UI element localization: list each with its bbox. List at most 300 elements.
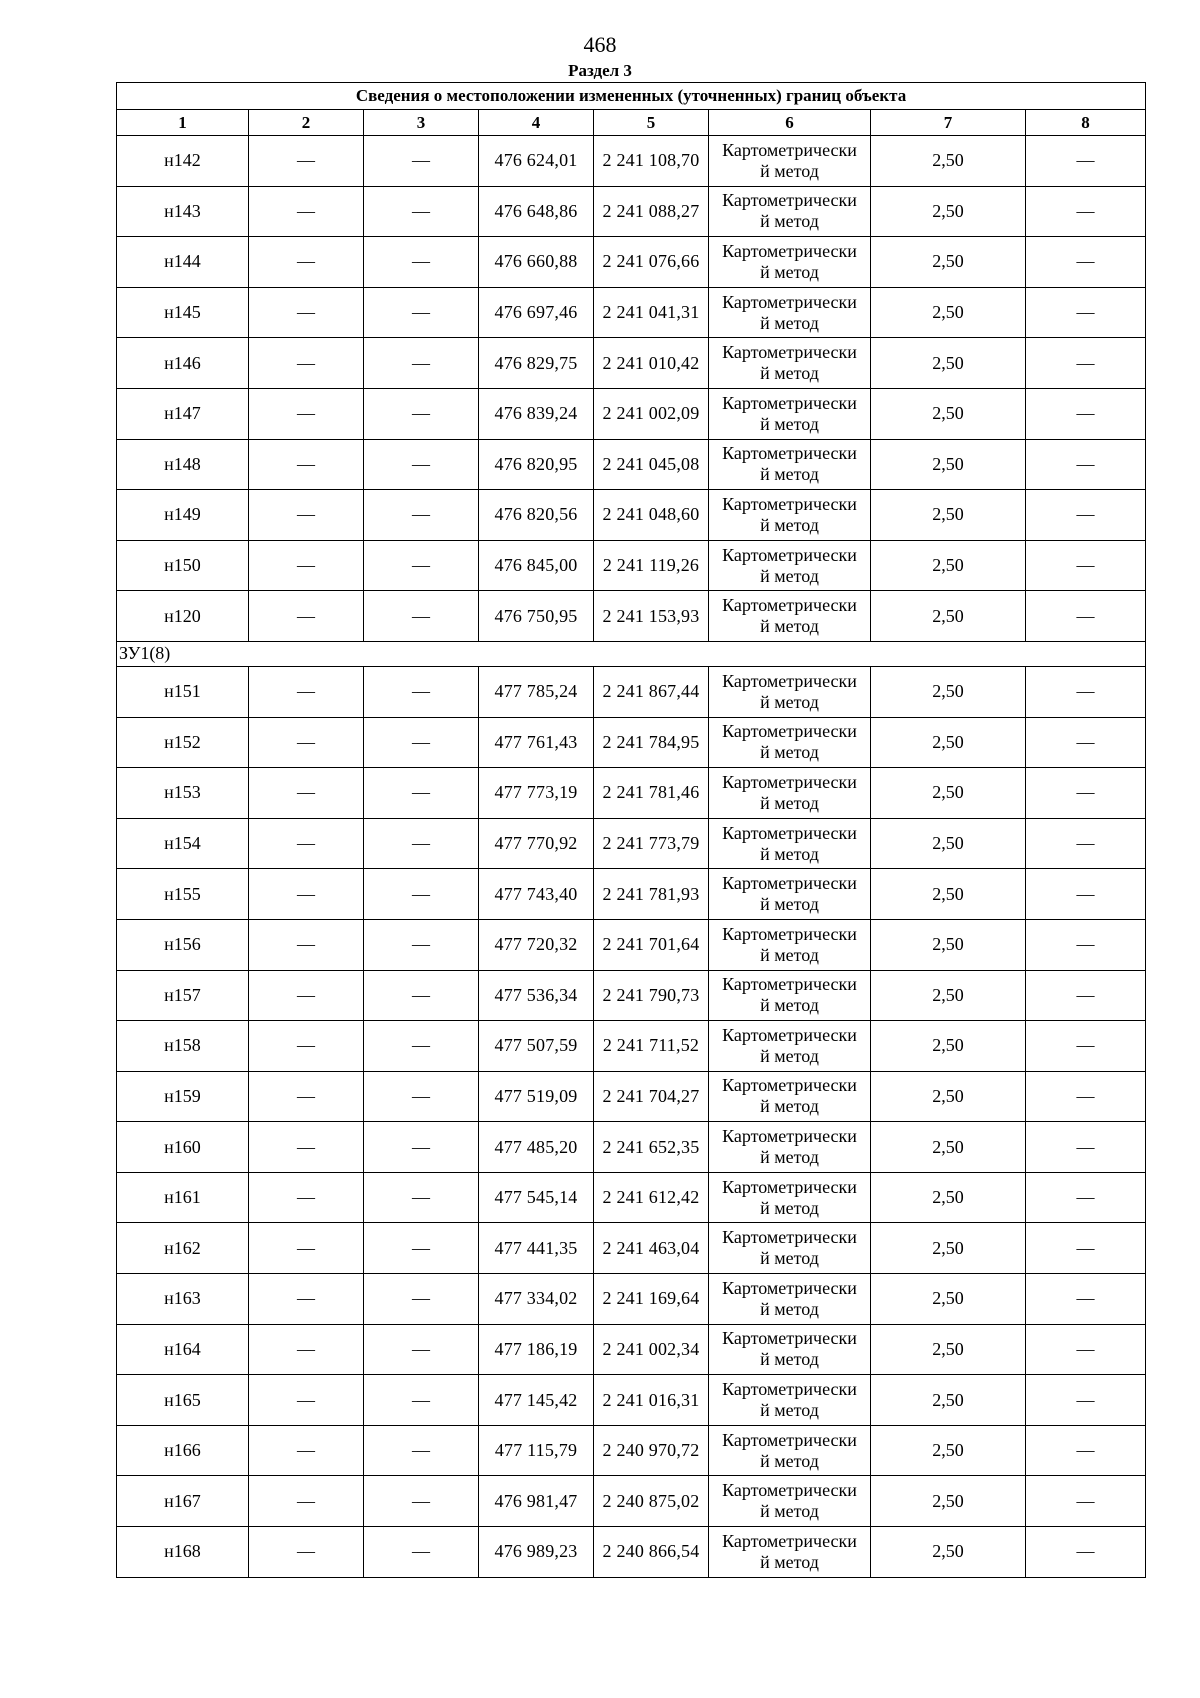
y-coordinate-cell: 2 241 002,34 bbox=[594, 1324, 709, 1375]
method-cell bbox=[709, 1527, 871, 1578]
column-number: 4 bbox=[479, 110, 594, 136]
method-line-1: Картометрически bbox=[722, 771, 857, 792]
column-2-cell: — bbox=[249, 1071, 364, 1122]
column-3-cell: — bbox=[364, 287, 479, 338]
point-number-cell: н148 bbox=[117, 439, 249, 490]
column-3-cell: — bbox=[364, 237, 479, 288]
point-number-cell: н168 bbox=[117, 1527, 249, 1578]
y-coordinate-cell: 2 241 076,66 bbox=[594, 237, 709, 288]
method-line-1: Картометрически bbox=[722, 670, 857, 691]
method-cell bbox=[709, 388, 871, 439]
method-line-2: й метод bbox=[760, 1147, 819, 1168]
method-line-2: й метод bbox=[760, 312, 819, 333]
group-label: ЗУ1(8) bbox=[117, 641, 1146, 666]
column-3-cell: — bbox=[364, 1425, 479, 1476]
x-coordinate-cell: 477 115,79 bbox=[479, 1425, 594, 1476]
column-3-cell: — bbox=[364, 1223, 479, 1274]
method-line-2: й метод bbox=[760, 211, 819, 232]
column-3-cell: — bbox=[364, 1274, 479, 1325]
table-row bbox=[117, 666, 1146, 717]
method-cell bbox=[709, 818, 871, 869]
column-2-cell: — bbox=[249, 439, 364, 490]
table-caption-row bbox=[117, 83, 1146, 110]
method-line-2: й метод bbox=[760, 565, 819, 586]
y-coordinate-cell: 2 241 002,09 bbox=[594, 388, 709, 439]
method-line-1: Картометрически bbox=[722, 595, 857, 616]
column-8-cell: — bbox=[1026, 1375, 1146, 1426]
table-row bbox=[117, 136, 1146, 187]
accuracy-cell: 2,50 bbox=[871, 869, 1026, 920]
method-cell bbox=[709, 1172, 871, 1223]
point-number-cell: н154 bbox=[117, 818, 249, 869]
method-cell bbox=[709, 666, 871, 717]
x-coordinate-cell: 477 536,34 bbox=[479, 970, 594, 1021]
method-line-1: Картометрически bbox=[722, 291, 857, 312]
column-2-cell: — bbox=[249, 1476, 364, 1527]
method-line-2: й метод bbox=[760, 1551, 819, 1572]
accuracy-cell: 2,50 bbox=[871, 490, 1026, 541]
column-8-cell: — bbox=[1026, 869, 1146, 920]
point-number-cell: н147 bbox=[117, 388, 249, 439]
column-2-cell: — bbox=[249, 1527, 364, 1578]
method-line-1: Картометрически bbox=[722, 1126, 857, 1147]
point-number-cell: н156 bbox=[117, 919, 249, 970]
method-line-2: й метод bbox=[760, 894, 819, 915]
x-coordinate-cell: 477 743,40 bbox=[479, 869, 594, 920]
column-8-cell: — bbox=[1026, 1476, 1146, 1527]
method-line-2: й метод bbox=[760, 160, 819, 181]
method-cell bbox=[709, 287, 871, 338]
accuracy-cell: 2,50 bbox=[871, 919, 1026, 970]
method-line-2: й метод bbox=[760, 691, 819, 712]
method-line-2: й метод bbox=[760, 843, 819, 864]
method-line-1: Картометрически bbox=[722, 1328, 857, 1349]
column-2-cell: — bbox=[249, 717, 364, 768]
column-2-cell: — bbox=[249, 338, 364, 389]
column-2-cell: — bbox=[249, 490, 364, 541]
column-2-cell: — bbox=[249, 970, 364, 1021]
column-8-cell: — bbox=[1026, 1274, 1146, 1325]
point-number-cell: н158 bbox=[117, 1021, 249, 1072]
method-line-2: й метод bbox=[760, 742, 819, 763]
column-3-cell: — bbox=[364, 1122, 479, 1173]
x-coordinate-cell: 476 697,46 bbox=[479, 287, 594, 338]
column-number: 5 bbox=[594, 110, 709, 136]
method-line-2: й метод bbox=[760, 944, 819, 965]
column-3-cell: — bbox=[364, 388, 479, 439]
page-number: 468 bbox=[583, 32, 617, 57]
x-coordinate-cell: 477 441,35 bbox=[479, 1223, 594, 1274]
column-8-cell: — bbox=[1026, 338, 1146, 389]
column-2-cell: — bbox=[249, 919, 364, 970]
column-3-cell: — bbox=[364, 540, 479, 591]
column-8-cell: — bbox=[1026, 237, 1146, 288]
x-coordinate-cell: 477 773,19 bbox=[479, 768, 594, 819]
column-2-cell: — bbox=[249, 1425, 364, 1476]
y-coordinate-cell: 2 241 790,73 bbox=[594, 970, 709, 1021]
column-8-cell: — bbox=[1026, 1021, 1146, 1072]
x-coordinate-cell: 477 507,59 bbox=[479, 1021, 594, 1072]
x-coordinate-cell: 476 624,01 bbox=[479, 136, 594, 187]
method-line-2: й метод bbox=[760, 1096, 819, 1117]
column-2-cell: — bbox=[249, 1172, 364, 1223]
table-row bbox=[117, 1274, 1146, 1325]
table-row bbox=[117, 1375, 1146, 1426]
method-line-2: й метод bbox=[760, 1197, 819, 1218]
section-title: Раздел 3 bbox=[568, 61, 632, 80]
table-body bbox=[117, 136, 1146, 1578]
column-2-cell: — bbox=[249, 287, 364, 338]
method-line-1: Картометрически bbox=[722, 443, 857, 464]
y-coordinate-cell: 2 241 169,64 bbox=[594, 1274, 709, 1325]
accuracy-cell: 2,50 bbox=[871, 1476, 1026, 1527]
table-row bbox=[117, 439, 1146, 490]
accuracy-cell: 2,50 bbox=[871, 1324, 1026, 1375]
column-3-cell: — bbox=[364, 338, 479, 389]
method-cell bbox=[709, 1223, 871, 1274]
point-number-cell: н145 bbox=[117, 287, 249, 338]
column-2-cell: — bbox=[249, 666, 364, 717]
column-3-cell: — bbox=[364, 1375, 479, 1426]
method-cell bbox=[709, 1324, 871, 1375]
column-3-cell: — bbox=[364, 1527, 479, 1578]
method-line-1: Картометрически bbox=[722, 544, 857, 565]
accuracy-cell: 2,50 bbox=[871, 1527, 1026, 1578]
method-line-1: Картометрически bbox=[722, 392, 857, 413]
point-number-cell: н150 bbox=[117, 540, 249, 591]
method-line-1: Картометрически bbox=[722, 923, 857, 944]
accuracy-cell: 2,50 bbox=[871, 540, 1026, 591]
method-line-1: Картометрически bbox=[722, 873, 857, 894]
column-8-cell: — bbox=[1026, 1223, 1146, 1274]
column-2-cell: — bbox=[249, 1324, 364, 1375]
y-coordinate-cell: 2 241 041,31 bbox=[594, 287, 709, 338]
column-3-cell: — bbox=[364, 818, 479, 869]
method-line-2: й метод bbox=[760, 413, 819, 434]
x-coordinate-cell: 476 820,95 bbox=[479, 439, 594, 490]
column-3-cell: — bbox=[364, 1021, 479, 1072]
method-line-1: Картометрически bbox=[722, 1429, 857, 1450]
accuracy-cell: 2,50 bbox=[871, 1425, 1026, 1476]
column-8-cell: — bbox=[1026, 717, 1146, 768]
point-number-cell: н153 bbox=[117, 768, 249, 819]
accuracy-cell: 2,50 bbox=[871, 1223, 1026, 1274]
table-row bbox=[117, 186, 1146, 237]
table-caption: Сведения о местоположении измененных (уточненных) границ объекта bbox=[117, 83, 1146, 110]
y-coordinate-cell: 2 240 970,72 bbox=[594, 1425, 709, 1476]
table-row bbox=[117, 919, 1146, 970]
table-row bbox=[117, 1324, 1146, 1375]
column-numbers-row bbox=[117, 110, 1146, 136]
method-line-1: Картометрически bbox=[722, 1227, 857, 1248]
y-coordinate-cell: 2 241 867,44 bbox=[594, 666, 709, 717]
y-coordinate-cell: 2 241 784,95 bbox=[594, 717, 709, 768]
point-number-cell: н146 bbox=[117, 338, 249, 389]
method-line-1: Картометрически bbox=[722, 1176, 857, 1197]
method-cell bbox=[709, 490, 871, 541]
accuracy-cell: 2,50 bbox=[871, 388, 1026, 439]
y-coordinate-cell: 2 241 088,27 bbox=[594, 186, 709, 237]
method-line-2: й метод bbox=[760, 1450, 819, 1471]
method-line-1: Картометрически bbox=[722, 1075, 857, 1096]
method-line-2: й метод bbox=[760, 1501, 819, 1522]
point-number-cell: н155 bbox=[117, 869, 249, 920]
point-number-cell: н162 bbox=[117, 1223, 249, 1274]
x-coordinate-cell: 477 761,43 bbox=[479, 717, 594, 768]
method-line-1: Картометрически bbox=[722, 1480, 857, 1501]
column-8-cell: — bbox=[1026, 818, 1146, 869]
column-2-cell: — bbox=[249, 186, 364, 237]
y-coordinate-cell: 2 241 781,93 bbox=[594, 869, 709, 920]
column-2-cell: — bbox=[249, 1375, 364, 1426]
column-3-cell: — bbox=[364, 717, 479, 768]
x-coordinate-cell: 476 989,23 bbox=[479, 1527, 594, 1578]
y-coordinate-cell: 2 241 048,60 bbox=[594, 490, 709, 541]
x-coordinate-cell: 477 785,24 bbox=[479, 666, 594, 717]
method-line-1: Картометрически bbox=[722, 1277, 857, 1298]
x-coordinate-cell: 477 334,02 bbox=[479, 1274, 594, 1325]
method-cell bbox=[709, 919, 871, 970]
y-coordinate-cell: 2 241 652,35 bbox=[594, 1122, 709, 1173]
method-line-2: й метод bbox=[760, 1349, 819, 1370]
table-row bbox=[117, 1021, 1146, 1072]
column-3-cell: — bbox=[364, 768, 479, 819]
method-line-1: Картометрически bbox=[722, 1379, 857, 1400]
x-coordinate-cell: 476 829,75 bbox=[479, 338, 594, 389]
y-coordinate-cell: 2 241 711,52 bbox=[594, 1021, 709, 1072]
method-cell bbox=[709, 1425, 871, 1476]
method-line-2: й метод bbox=[760, 363, 819, 384]
method-cell bbox=[709, 869, 871, 920]
column-8-cell: — bbox=[1026, 1527, 1146, 1578]
column-2-cell: — bbox=[249, 136, 364, 187]
table-row bbox=[117, 338, 1146, 389]
y-coordinate-cell: 2 241 701,64 bbox=[594, 919, 709, 970]
table-row bbox=[117, 1476, 1146, 1527]
method-line-1: Картометрически bbox=[722, 240, 857, 261]
accuracy-cell: 2,50 bbox=[871, 1375, 1026, 1426]
method-line-2: й метод bbox=[760, 514, 819, 535]
method-cell bbox=[709, 186, 871, 237]
column-3-cell: — bbox=[364, 869, 479, 920]
column-2-cell: — bbox=[249, 1021, 364, 1072]
column-3-cell: — bbox=[364, 186, 479, 237]
y-coordinate-cell: 2 240 866,54 bbox=[594, 1527, 709, 1578]
column-2-cell: — bbox=[249, 869, 364, 920]
column-2-cell: — bbox=[249, 540, 364, 591]
column-8-cell: — bbox=[1026, 970, 1146, 1021]
table-row bbox=[117, 768, 1146, 819]
column-8-cell: — bbox=[1026, 540, 1146, 591]
point-number-cell: н149 bbox=[117, 490, 249, 541]
point-number-cell: н142 bbox=[117, 136, 249, 187]
table-row bbox=[117, 869, 1146, 920]
y-coordinate-cell: 2 241 153,93 bbox=[594, 591, 709, 642]
table-row bbox=[117, 1527, 1146, 1578]
column-8-cell: — bbox=[1026, 186, 1146, 237]
table-row bbox=[117, 388, 1146, 439]
table-row bbox=[117, 970, 1146, 1021]
y-coordinate-cell: 2 241 108,70 bbox=[594, 136, 709, 187]
table-row bbox=[117, 818, 1146, 869]
method-line-2: й метод bbox=[760, 261, 819, 282]
column-8-cell: — bbox=[1026, 919, 1146, 970]
y-coordinate-cell: 2 241 612,42 bbox=[594, 1172, 709, 1223]
y-coordinate-cell: 2 241 119,26 bbox=[594, 540, 709, 591]
y-coordinate-cell: 2 241 463,04 bbox=[594, 1223, 709, 1274]
method-line-1: Картометрически bbox=[722, 1530, 857, 1551]
column-8-cell: — bbox=[1026, 287, 1146, 338]
y-coordinate-cell: 2 241 010,42 bbox=[594, 338, 709, 389]
method-cell bbox=[709, 237, 871, 288]
accuracy-cell: 2,50 bbox=[871, 237, 1026, 288]
x-coordinate-cell: 477 145,42 bbox=[479, 1375, 594, 1426]
column-2-cell: — bbox=[249, 237, 364, 288]
column-2-cell: — bbox=[249, 1223, 364, 1274]
column-3-cell: — bbox=[364, 1324, 479, 1375]
column-3-cell: — bbox=[364, 439, 479, 490]
point-number-cell: н143 bbox=[117, 186, 249, 237]
x-coordinate-cell: 477 485,20 bbox=[479, 1122, 594, 1173]
accuracy-cell: 2,50 bbox=[871, 666, 1026, 717]
method-cell bbox=[709, 768, 871, 819]
method-line-2: й метод bbox=[760, 1248, 819, 1269]
method-line-2: й метод bbox=[760, 464, 819, 485]
method-cell bbox=[709, 1071, 871, 1122]
table-row bbox=[117, 287, 1146, 338]
point-number-cell: н164 bbox=[117, 1324, 249, 1375]
y-coordinate-cell: 2 241 781,46 bbox=[594, 768, 709, 819]
table-row bbox=[117, 1122, 1146, 1173]
point-number-cell: н161 bbox=[117, 1172, 249, 1223]
point-number-cell: н152 bbox=[117, 717, 249, 768]
point-number-cell: н151 bbox=[117, 666, 249, 717]
method-line-2: й метод bbox=[760, 1298, 819, 1319]
point-number-cell: н157 bbox=[117, 970, 249, 1021]
method-line-1: Картометрически bbox=[722, 974, 857, 995]
x-coordinate-cell: 476 750,95 bbox=[479, 591, 594, 642]
accuracy-cell: 2,50 bbox=[871, 1172, 1026, 1223]
method-line-1: Картометрически bbox=[722, 342, 857, 363]
column-8-cell: — bbox=[1026, 1324, 1146, 1375]
method-cell bbox=[709, 1476, 871, 1527]
column-8-cell: — bbox=[1026, 490, 1146, 541]
method-line-2: й метод bbox=[760, 1045, 819, 1066]
column-8-cell: — bbox=[1026, 591, 1146, 642]
method-line-2: й метод bbox=[760, 1400, 819, 1421]
x-coordinate-cell: 476 981,47 bbox=[479, 1476, 594, 1527]
x-coordinate-cell: 477 770,92 bbox=[479, 818, 594, 869]
column-2-cell: — bbox=[249, 1274, 364, 1325]
point-number-cell: н163 bbox=[117, 1274, 249, 1325]
y-coordinate-cell: 2 240 875,02 bbox=[594, 1476, 709, 1527]
table-row bbox=[117, 1172, 1146, 1223]
table-row bbox=[117, 237, 1146, 288]
x-coordinate-cell: 476 820,56 bbox=[479, 490, 594, 541]
column-number: 2 bbox=[249, 110, 364, 136]
point-number-cell: н165 bbox=[117, 1375, 249, 1426]
accuracy-cell: 2,50 bbox=[871, 717, 1026, 768]
accuracy-cell: 2,50 bbox=[871, 1071, 1026, 1122]
x-coordinate-cell: 477 720,32 bbox=[479, 919, 594, 970]
column-number: 7 bbox=[871, 110, 1026, 136]
column-8-cell: — bbox=[1026, 666, 1146, 717]
accuracy-cell: 2,50 bbox=[871, 818, 1026, 869]
column-3-cell: — bbox=[364, 1071, 479, 1122]
column-8-cell: — bbox=[1026, 1071, 1146, 1122]
accuracy-cell: 2,50 bbox=[871, 439, 1026, 490]
accuracy-cell: 2,50 bbox=[871, 338, 1026, 389]
y-coordinate-cell: 2 241 045,08 bbox=[594, 439, 709, 490]
point-number-cell: н166 bbox=[117, 1425, 249, 1476]
table-row bbox=[117, 1425, 1146, 1476]
table-row bbox=[117, 540, 1146, 591]
point-number-cell: н144 bbox=[117, 237, 249, 288]
method-line-1: Картометрически bbox=[722, 721, 857, 742]
coordinates-table bbox=[116, 82, 1146, 1578]
column-number: 6 bbox=[709, 110, 871, 136]
column-3-cell: — bbox=[364, 970, 479, 1021]
method-cell bbox=[709, 591, 871, 642]
accuracy-cell: 2,50 bbox=[871, 970, 1026, 1021]
y-coordinate-cell: 2 241 704,27 bbox=[594, 1071, 709, 1122]
column-3-cell: — bbox=[364, 919, 479, 970]
table-row bbox=[117, 1223, 1146, 1274]
x-coordinate-cell: 476 845,00 bbox=[479, 540, 594, 591]
accuracy-cell: 2,50 bbox=[871, 1021, 1026, 1072]
accuracy-cell: 2,50 bbox=[871, 591, 1026, 642]
method-line-2: й метод bbox=[760, 616, 819, 637]
method-cell bbox=[709, 1021, 871, 1072]
x-coordinate-cell: 477 519,09 bbox=[479, 1071, 594, 1122]
method-cell bbox=[709, 1274, 871, 1325]
method-cell bbox=[709, 1375, 871, 1426]
column-2-cell: — bbox=[249, 388, 364, 439]
method-line-2: й метод bbox=[760, 792, 819, 813]
y-coordinate-cell: 2 241 016,31 bbox=[594, 1375, 709, 1426]
table-row bbox=[117, 591, 1146, 642]
x-coordinate-cell: 476 839,24 bbox=[479, 388, 594, 439]
column-3-cell: — bbox=[364, 1172, 479, 1223]
method-line-1: Картометрически bbox=[722, 1024, 857, 1045]
column-2-cell: — bbox=[249, 768, 364, 819]
group-header-row bbox=[117, 641, 1146, 666]
column-number: 3 bbox=[364, 110, 479, 136]
accuracy-cell: 2,50 bbox=[871, 1274, 1026, 1325]
method-cell bbox=[709, 970, 871, 1021]
point-number-cell: н120 bbox=[117, 591, 249, 642]
method-cell bbox=[709, 338, 871, 389]
column-8-cell: — bbox=[1026, 1172, 1146, 1223]
x-coordinate-cell: 476 660,88 bbox=[479, 237, 594, 288]
column-2-cell: — bbox=[249, 591, 364, 642]
column-3-cell: — bbox=[364, 136, 479, 187]
method-line-2: й метод bbox=[760, 995, 819, 1016]
table-row bbox=[117, 1071, 1146, 1122]
point-number-cell: н160 bbox=[117, 1122, 249, 1173]
column-number: 1 bbox=[117, 110, 249, 136]
accuracy-cell: 2,50 bbox=[871, 136, 1026, 187]
column-3-cell: — bbox=[364, 666, 479, 717]
method-cell bbox=[709, 717, 871, 768]
method-line-1: Картометрически bbox=[722, 822, 857, 843]
x-coordinate-cell: 477 545,14 bbox=[479, 1172, 594, 1223]
accuracy-cell: 2,50 bbox=[871, 1122, 1026, 1173]
column-number: 8 bbox=[1026, 110, 1146, 136]
table-row bbox=[117, 717, 1146, 768]
column-8-cell: — bbox=[1026, 1122, 1146, 1173]
method-cell bbox=[709, 136, 871, 187]
